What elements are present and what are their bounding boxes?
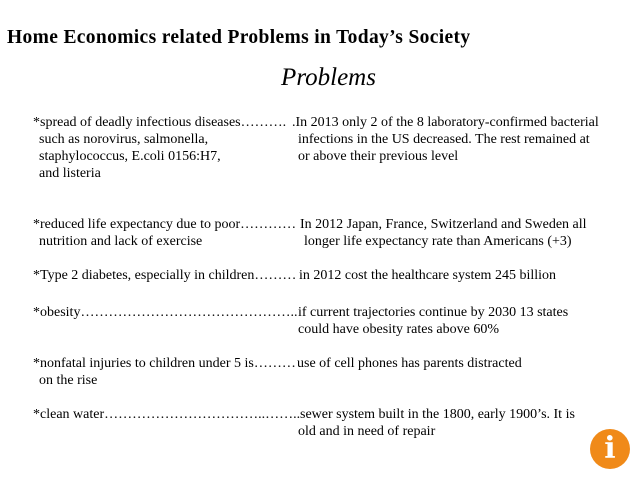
problem-6-line-1: *clean water……………………………..…….. bbox=[33, 407, 301, 422]
problem-5-line-2: on the rise bbox=[39, 373, 98, 388]
fact-6-line-2: old and in need of repair bbox=[298, 424, 436, 439]
problem-1-line-4: and listeria bbox=[39, 166, 101, 181]
slide-title: Home Economics related Problems in Today’s Society bbox=[7, 27, 471, 48]
fact-4-line-2: could have obesity rates above 60% bbox=[298, 322, 499, 337]
problem-5-line-1: *nonfatal injuries to children under 5 is……… bbox=[33, 356, 296, 371]
problem-2-line-2: nutrition and lack of exercise bbox=[39, 234, 203, 249]
fact-2-line-2: longer life expectancy rate than Americans (+3) bbox=[304, 234, 572, 249]
problem-3-line-1: *Type 2 diabetes, especially in children……… bbox=[33, 268, 297, 283]
fact-5-line-1: use of cell phones has parents distracted bbox=[297, 356, 522, 371]
problem-4-line-1: *obesity……………………………………….. bbox=[33, 305, 298, 320]
fact-1-line-3: or above their previous level bbox=[298, 149, 459, 164]
problem-1-line-2: such as norovirus, salmonella, bbox=[39, 132, 209, 147]
problem-1-line-1: *spread of deadly infectious diseases………. bbox=[33, 115, 287, 130]
fact-6-line-1: sewer system built in the 1800, early 1900’s. It is bbox=[300, 407, 575, 422]
fact-3-line-1: in 2012 cost the healthcare system 245 billion bbox=[299, 268, 557, 283]
problem-2-line-1: *reduced life expectancy due to poor………… bbox=[33, 217, 297, 232]
fact-1-line-1: .In 2013 only 2 of the 8 laboratory-confirmed bacterial bbox=[292, 115, 599, 130]
problem-1-line-3: staphylococcus, E.coli 0156:H7, bbox=[39, 149, 221, 164]
fact-1-line-2: infections in the US decreased. The rest remained at bbox=[298, 132, 590, 147]
slide-subtitle: Problems bbox=[281, 64, 376, 91]
fact-2-line-1: In 2012 Japan, France, Switzerland and Sweden all bbox=[300, 217, 587, 232]
fact-4-line-1: if current trajectories continue by 2030 13 states bbox=[298, 305, 569, 320]
info-icon[interactable] bbox=[590, 429, 630, 469]
info-glyph: i bbox=[604, 431, 616, 466]
